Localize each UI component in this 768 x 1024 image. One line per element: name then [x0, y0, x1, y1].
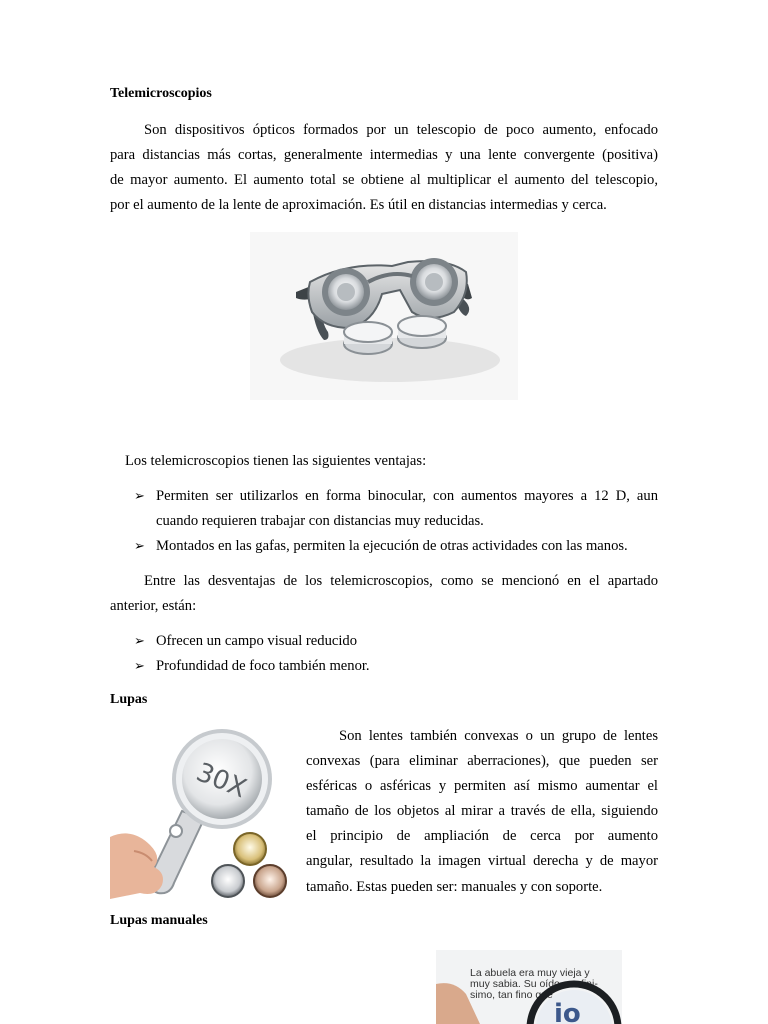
paragraph-line: para distancias más cortas, generalmente intermedias y una lente convergente (positiva)	[110, 147, 658, 163]
list-item-line: Montados en las gafas, permiten la ejecución de otras actividades con las manos.	[156, 538, 628, 554]
paragraph-line: el principio de ampliación de cerca por aumento	[306, 828, 658, 844]
list-item-line: Ofrecen un campo visual reducido	[156, 633, 357, 649]
advantages-intro: Los telemicroscopios tienen las siguientes ventajas:	[125, 453, 427, 469]
list-item-line: Profundidad de foco también menor.	[156, 658, 370, 674]
paragraph-line: convexas (para eliminar aberraciones), que pueden ser	[306, 753, 658, 769]
arrow-bullet-icon: ➢	[134, 488, 145, 503]
paragraph-line: Son lentes también convexas o un grupo de lentes	[339, 728, 658, 744]
telemicroscope-glasses-image	[250, 232, 518, 400]
paragraph-line: tamaño. Estas pueden ser: manuales y con soporte.	[306, 879, 603, 895]
paragraph-line: esféricas o asféricas y permiten así mismo aumentar el	[306, 778, 658, 794]
list-item-line: Permiten ser utilizarlos en forma binocular, con aumentos mayores a 12 D, aun	[156, 488, 658, 504]
photo-text-line: La abuela era muy vieja y	[470, 967, 590, 979]
section-title-lupas: Lupas	[110, 692, 148, 707]
paragraph-line: Entre las desventajas de los telemicroscopios, como se mencionó en el apartado	[144, 573, 658, 589]
paragraph-line: por el aumento de la lente de aproximación. Es útil en distancias intermedias y cerca.	[110, 197, 607, 213]
section-title-lupas-manuales: Lupas manuales	[110, 913, 208, 928]
photo-text-line: muy sabia. Su oído era fini-	[470, 978, 598, 990]
paragraph-line: Son dispositivos ópticos formados por un telescopio de poco aumento, enfocado	[144, 122, 658, 138]
hand-magnifier-photo	[436, 950, 622, 1024]
magnifier-image	[110, 727, 295, 902]
arrow-bullet-icon: ➢	[134, 633, 145, 648]
section-title-telemicroscopios: Telemicroscopios	[110, 86, 212, 101]
svg-text:io: io	[554, 999, 581, 1024]
paragraph-line: tamaño de los objetos al mirar a través de ella, siguiendo	[306, 803, 658, 819]
paragraph-line: de mayor aumento. El aumento total se obtiene al multiplicar el aumento del telescopio,	[110, 172, 658, 188]
photo-text-line: simo, tan fino que	[470, 989, 553, 1001]
arrow-bullet-icon: ➢	[134, 658, 145, 673]
magnifier-label: 30X	[192, 757, 251, 805]
list-item-line: cuando requieren trabajar con distancias muy reducidas.	[156, 513, 484, 529]
paragraph-line: anterior, están:	[110, 598, 197, 614]
arrow-bullet-icon: ➢	[134, 538, 145, 553]
paragraph-line: angular, resultado la imagen virtual derecha y de mayor	[306, 853, 658, 869]
